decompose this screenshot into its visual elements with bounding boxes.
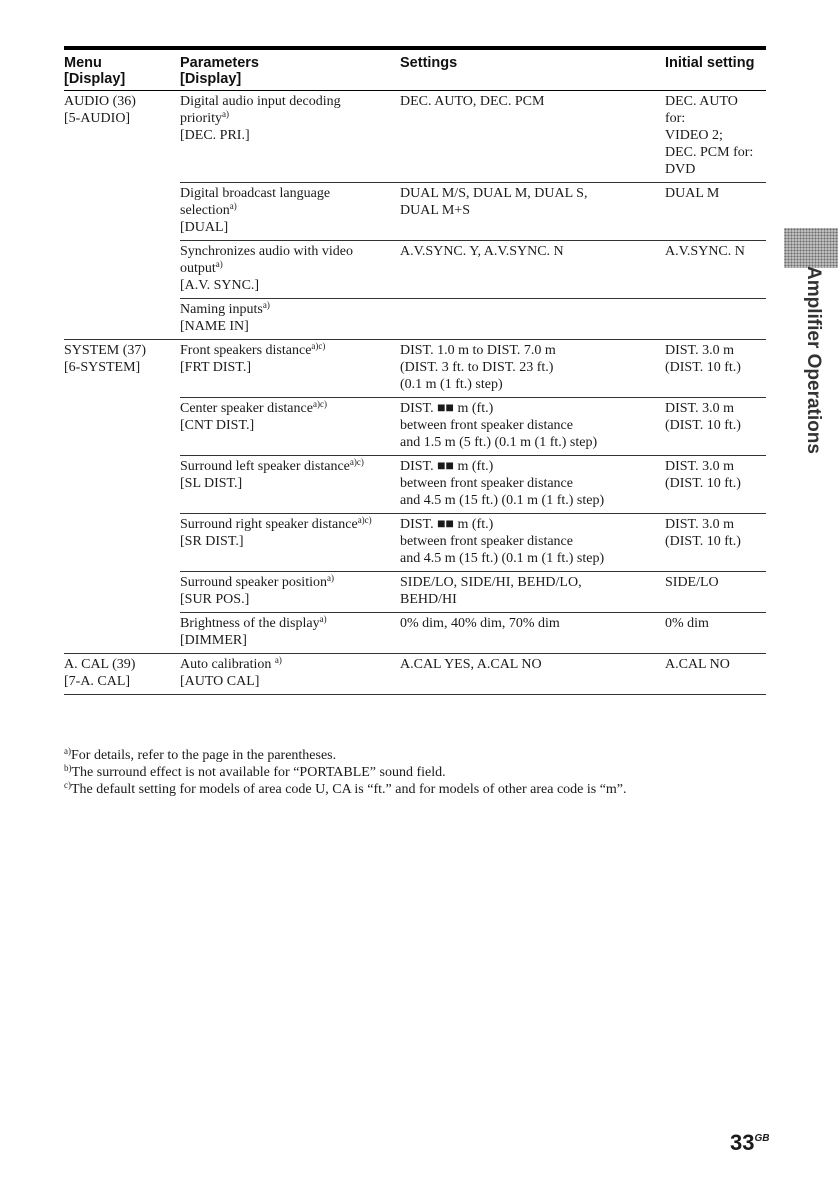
initial-sl-dist: DIST. 3.0 m (DIST. 10 ft.) — [665, 456, 766, 514]
param-dimmer: Brightness of the display$^{a)}$ [DIMMER] — [180, 613, 400, 654]
header-settings: Settings — [400, 55, 458, 71]
param-sl-dist: Surround left speaker distance$^{a)c)}$ [SL DIST.] — [180, 456, 400, 514]
header-menu: Menu [Display] — [64, 55, 126, 87]
settings-sr-dist: DIST. ■■ m (ft.) between front speaker distance and 4.5 m (15 ft.) (0.1 m (1 ft.) step) — [400, 514, 665, 572]
settings-auto-cal: A.CAL YES, A.CAL NO — [400, 654, 665, 695]
footnote-c: $^{c)}$The default setting for models of area code U, CA is “ft.” and for models of other area code is “m”. — [64, 780, 627, 797]
initial-dual: DUAL M — [665, 183, 766, 241]
initial-cnt-dist: DIST. 3.0 m (DIST. 10 ft.) — [665, 398, 766, 456]
menu-cell-system: SYSTEM (37) [6-SYSTEM] — [64, 340, 180, 654]
settings-cnt-dist: DIST. ■■ m (ft.) between front speaker distance and 1.5 m (5 ft.) (0.1 m (1 ft.) step) — [400, 398, 665, 456]
footnotes — [64, 747, 784, 798]
initial-name-in — [665, 299, 766, 340]
table-row — [64, 91, 766, 183]
footnote-b: $^{b)}$The surround effect is not available for “PORTABLE” sound field. — [64, 763, 446, 780]
param-name-in: Naming inputs$^{a)}$ [NAME IN] — [180, 299, 400, 340]
param-sr-dist: Surround right speaker distance$^{a)c)}$ [SR DIST.] — [180, 514, 400, 572]
settings-frt-dist: DIST. 1.0 m to DIST. 7.0 m (DIST. 3 ft. to DIST. 23 ft.) (0.1 m (1 ft.) step) — [400, 340, 665, 398]
section-label: Amplifier Operations — [803, 266, 824, 454]
footnote-a: $^{a)}$For details, refer to the page in the parentheses. — [64, 746, 337, 763]
param-frt-dist: Front speakers distance$^{a)c)}$ [FRT DIST.] — [180, 340, 400, 398]
page-number: $33^{GB}$ — [730, 1130, 770, 1155]
settings-dec-pri: DEC. AUTO, DEC. PCM — [400, 94, 545, 109]
settings-dimmer: 0% dim, 40% dim, 70% dim — [400, 613, 665, 654]
settings-table — [64, 46, 766, 695]
initial-dec-pri: DEC. AUTO for: VIDEO 2; DEC. PCM for: DVD — [665, 94, 754, 177]
section-tab-marker — [784, 228, 838, 268]
header-initial-setting: Initial setting — [665, 55, 755, 71]
param-dec-pri: Digital audio input decoding priority$^{a)}$ [DEC. PRI.] — [180, 94, 341, 143]
initial-sur-pos: SIDE/LO — [665, 572, 766, 613]
header-parameters: Parameters [Display] — [180, 55, 259, 87]
settings-av-sync: A.V.SYNC. Y, A.V.SYNC. N — [400, 241, 665, 299]
initial-dimmer: 0% dim — [665, 613, 766, 654]
param-av-sync: Synchronizes audio with video output$^{a)}$ [A.V. SYNC.] — [180, 241, 400, 299]
param-cnt-dist: Center speaker distance$^{a)c)}$ [CNT DIST.] — [180, 398, 400, 456]
initial-sr-dist: DIST. 3.0 m (DIST. 10 ft.) — [665, 514, 766, 572]
settings-sl-dist: DIST. ■■ m (ft.) between front speaker distance and 4.5 m (15 ft.) (0.1 m (1 ft.) step) — [400, 456, 665, 514]
menu-cell-acal: A. CAL (39) [7-A. CAL] — [64, 654, 180, 695]
settings-name-in — [400, 299, 665, 340]
table-row — [64, 340, 766, 398]
initial-frt-dist: DIST. 3.0 m (DIST. 10 ft.) — [665, 340, 766, 398]
menu-cell-audio: AUDIO (36) [5-AUDIO] — [64, 94, 136, 126]
param-auto-cal: Auto calibration $^{a)}$ [AUTO CAL] — [180, 654, 400, 695]
table-row — [64, 654, 766, 695]
param-dual: Digital broadcast language selection$^{a)}$ [DUAL] — [180, 183, 400, 241]
param-sur-pos: Surround speaker position$^{a)}$ [SUR POS.] — [180, 572, 400, 613]
initial-auto-cal: A.CAL NO — [665, 654, 766, 695]
settings-dual: DUAL M/S, DUAL M, DUAL S, DUAL M+S — [400, 183, 665, 241]
initial-av-sync: A.V.SYNC. N — [665, 241, 766, 299]
table-header — [64, 48, 766, 91]
settings-sur-pos: SIDE/LO, SIDE/HI, BEHD/LO, BEHD/HI — [400, 572, 665, 613]
